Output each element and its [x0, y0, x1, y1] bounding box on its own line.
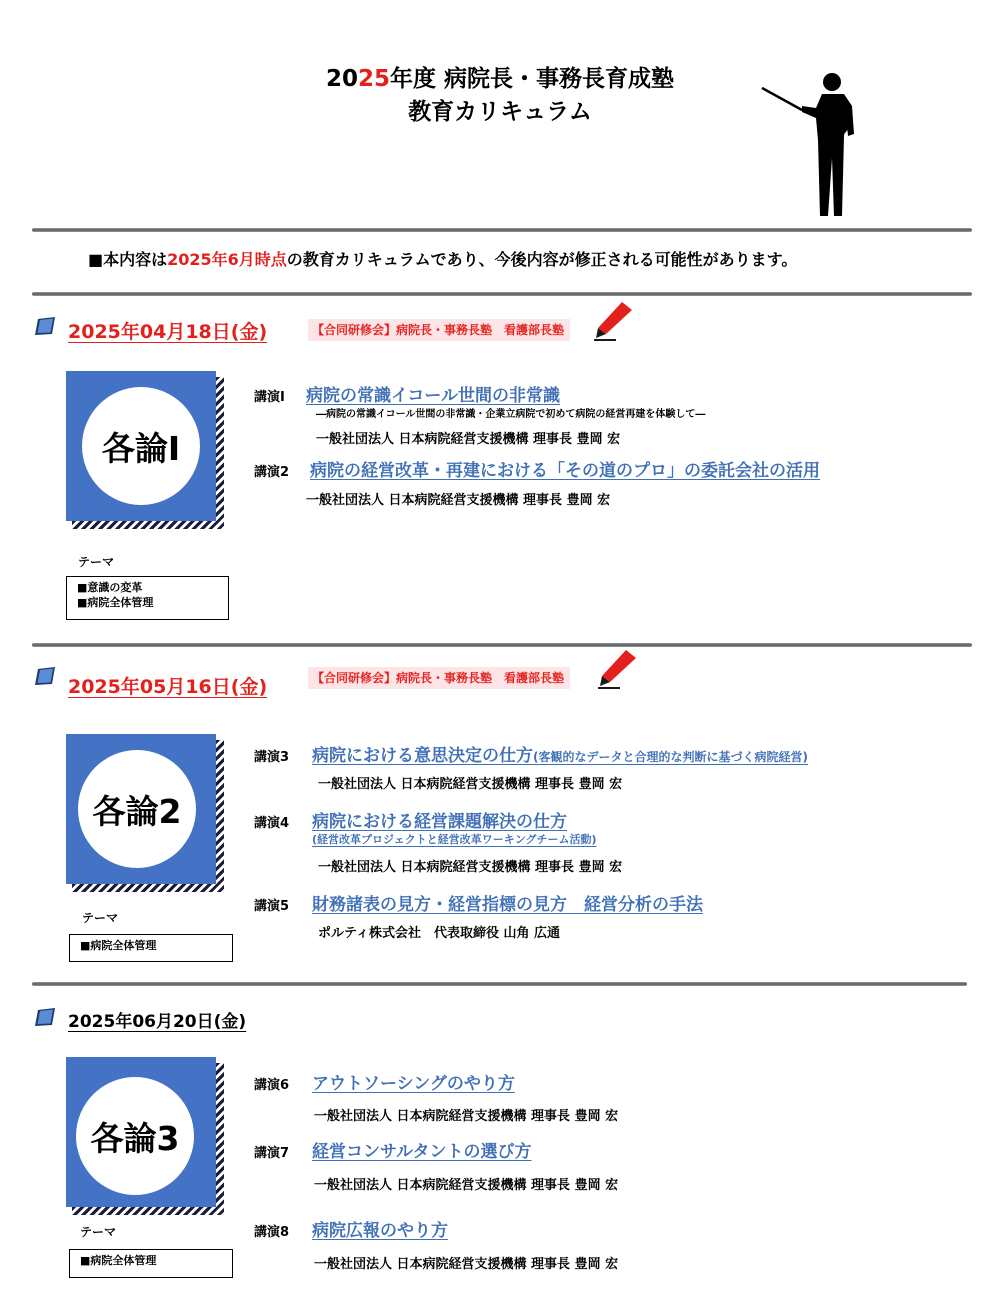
stripe-shadow [216, 377, 224, 521]
module-title: 各論3 [76, 1077, 194, 1195]
notice-date-highlight: 2025年6月時点 [167, 250, 287, 269]
lecture-title-link[interactable]: 財務諸表の見方・経営指標の見方 経営分析の手法 [312, 895, 703, 915]
red-marker-icon [592, 300, 638, 342]
stripe-shadow [216, 1063, 224, 1207]
lecture-number: 講演2 [254, 465, 290, 480]
joint-session-badge: 【合同研修会】病院長・事務長塾 看護部長塾 [308, 319, 570, 341]
page-subtitle: 教育カリキュラム [408, 99, 592, 125]
divider [32, 982, 967, 986]
stripe-shadow [72, 884, 224, 892]
lecture-title-link[interactable]: 病院における意思決定の仕方(客観的なデータと合理的な判断に基づく病院経営) [312, 746, 808, 766]
theme-box [69, 934, 233, 962]
lecture-title-link[interactable]: 病院における経営課題解決の仕方 [312, 812, 567, 832]
presenter-silhouette-icon [758, 70, 868, 218]
session-date: 2025年05月16日(金) [68, 676, 268, 698]
lecture-subtitle: (経営改革プロジェクトと経営改革ワーキングチーム活動) [312, 833, 597, 846]
theme-label: テーマ [82, 911, 119, 925]
notice-text: ■本内容は2025年6月時点の教育カリキュラムであり、今後内容が修正される可能性があります。 [88, 250, 798, 269]
theme-label: テーマ [78, 555, 115, 569]
stripe-shadow [72, 521, 224, 529]
theme-item: ■病院全体管理 [80, 1254, 157, 1267]
stripe-shadow [216, 740, 224, 884]
lecture-speaker: ポルティ株式会社 代表取締役 山角 広通 [318, 926, 561, 941]
lecture-speaker: 一般社団法人 日本病院経営支援機構 理事長 豊岡 宏 [318, 777, 623, 792]
lecture-number: 講演4 [254, 816, 290, 831]
lecture-subtitle: ―病院の常識イコール世間の非常識・企業立病院で初めて病院の経営再建を体験して― [316, 409, 706, 420]
lecture-speaker: 一般社団法人 日本病院経営支援機構 理事長 豊岡 宏 [306, 493, 611, 508]
lecture-number: 講演5 [254, 899, 290, 914]
theme-item: ■意識の変革 [77, 581, 143, 594]
session-date: 2025年04月18日(金) [68, 321, 268, 343]
title-text: 年度 病院長・事務長育成塾 [390, 66, 675, 92]
lecture-title-link[interactable]: 病院の常識イコール世間の非常識 [306, 386, 560, 406]
session-date: 2025年06月20日(金) [68, 1012, 247, 1032]
lecture-number: 講演7 [254, 1146, 290, 1161]
lecture-number: 講演8 [254, 1225, 290, 1240]
lecture-speaker: 一般社団法人 日本病院経営支援機構 理事長 豊岡 宏 [314, 1257, 619, 1272]
lecture-number: 講演Ⅰ [254, 390, 285, 405]
title-year-red: 25 [357, 66, 390, 92]
theme-label: テーマ [80, 1225, 117, 1239]
theme-box [66, 576, 229, 620]
module-title: 各論Ⅰ [82, 387, 200, 505]
joint-session-badge: 【合同研修会】病院長・事務長塾 看護部長塾 [308, 667, 570, 689]
module-title: 各論2 [78, 750, 196, 868]
notebook-icon [34, 316, 56, 336]
divider [32, 643, 972, 647]
notebook-icon [34, 1007, 56, 1027]
lecture-speaker: 一般社団法人 日本病院経営支援機構 理事長 豊岡 宏 [314, 1178, 619, 1193]
theme-item: ■病院全体管理 [80, 939, 157, 952]
red-marker-icon [596, 648, 642, 690]
divider [32, 228, 972, 232]
lecture-number: 講演3 [254, 750, 290, 765]
theme-box [69, 1249, 233, 1278]
lecture-title-link[interactable]: アウトソーシングのやり方 [312, 1074, 515, 1094]
lecture-title-note: (客観的なデータと合理的な判断に基づく病院経営) [533, 750, 808, 764]
lecture-title-link[interactable]: 病院広報のやり方 [312, 1221, 448, 1241]
lecture-speaker: 一般社団法人 日本病院経営支援機構 理事長 豊岡 宏 [314, 1109, 619, 1124]
divider [32, 292, 972, 296]
lecture-title-link[interactable]: 経営コンサルタントの選び方 [312, 1142, 532, 1162]
stripe-shadow [72, 1207, 224, 1215]
title-year-prefix: 20 [325, 66, 358, 92]
lecture-speaker: 一般社団法人 日本病院経営支援機構 理事長 豊岡 宏 [316, 432, 621, 447]
lecture-speaker: 一般社団法人 日本病院経営支援機構 理事長 豊岡 宏 [318, 860, 623, 875]
theme-item: ■病院全体管理 [77, 596, 154, 609]
lecture-title-link[interactable]: 病院の経営改革・再建における「その道のプロ」の委託会社の活用 [310, 461, 820, 481]
notebook-icon [34, 666, 56, 686]
lecture-number: 講演6 [254, 1078, 290, 1093]
